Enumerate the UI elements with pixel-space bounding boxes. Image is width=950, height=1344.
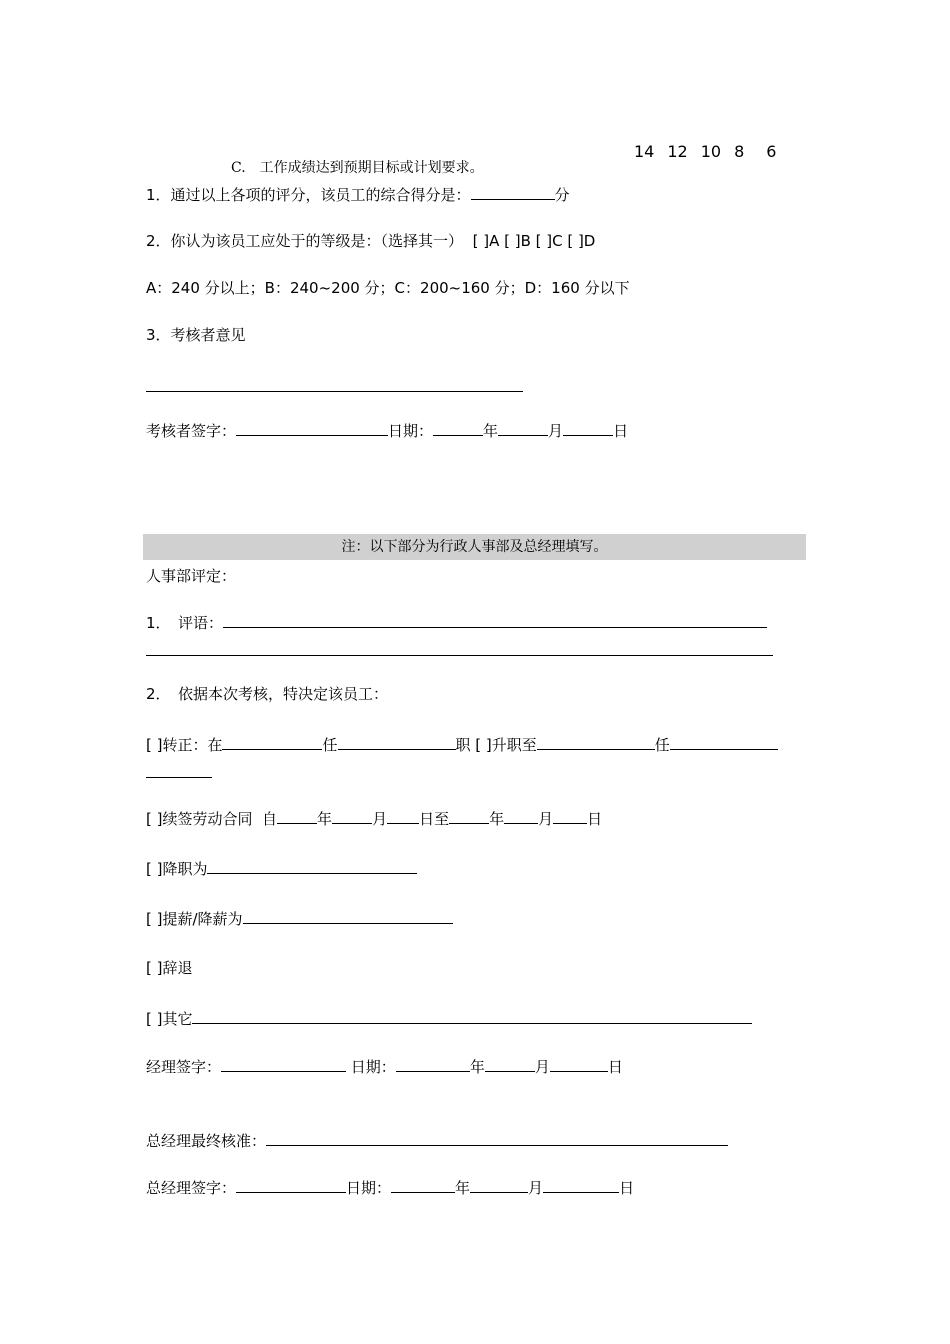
reviewer-sign-field[interactable] bbox=[236, 420, 388, 436]
promote-checkbox-label[interactable]: [ ]升职至 bbox=[475, 736, 537, 754]
gm-sign-line bbox=[146, 1177, 634, 1198]
year-field[interactable] bbox=[396, 1056, 470, 1072]
salary-checkbox-label[interactable]: [ ]提薪/降薪为 bbox=[146, 910, 243, 928]
score-value: 10 bbox=[700, 142, 722, 161]
manager-sign-line bbox=[146, 1056, 623, 1077]
score-value: 8 bbox=[734, 142, 745, 161]
date-label: 日期： bbox=[346, 1179, 392, 1197]
renew-start-month[interactable] bbox=[332, 808, 372, 824]
grade-ranges: A：240 分以上；B：240~200 分；C：200~160 分；D：160 分以下 bbox=[146, 279, 630, 297]
q1-text: 1．通过以上各项的评分，该员工的综合得分是： bbox=[146, 186, 471, 204]
month-label: 月 bbox=[528, 1179, 544, 1197]
day-label: 日 bbox=[587, 810, 603, 828]
reviewer-opinion-field[interactable] bbox=[146, 391, 523, 392]
hr-comment-line bbox=[146, 612, 767, 633]
note-banner: 注：以下部分为行政人事部及总经理填写。 bbox=[143, 534, 806, 560]
day-field[interactable] bbox=[550, 1056, 608, 1072]
gm-approve-field[interactable] bbox=[266, 1130, 728, 1146]
grade-options[interactable]: [ ]A [ ]B [ ]C [ ]D bbox=[472, 232, 596, 250]
day-field[interactable] bbox=[563, 420, 613, 436]
month-field[interactable] bbox=[470, 1177, 528, 1193]
gm-sign-label: 总经理签字： bbox=[146, 1179, 237, 1197]
year-label: 年 bbox=[469, 1058, 485, 1076]
zhi-label: 职 bbox=[455, 736, 471, 754]
reviewer-sign-line bbox=[146, 420, 628, 441]
renew-start-day[interactable] bbox=[387, 808, 419, 824]
renew-checkbox-label[interactable]: [ ]续签劳动合同 bbox=[146, 810, 253, 828]
day-label: 日 bbox=[607, 1058, 623, 1076]
year-label: 年 bbox=[489, 810, 505, 828]
date-label: 日期： bbox=[388, 422, 434, 440]
other-field[interactable] bbox=[192, 1008, 752, 1024]
ren-label: 任 bbox=[654, 736, 670, 754]
q2-line bbox=[146, 231, 595, 251]
manager-sign-field[interactable] bbox=[221, 1056, 346, 1072]
month-field[interactable] bbox=[485, 1056, 535, 1072]
other-checkbox-label[interactable]: [ ]其它 bbox=[146, 1010, 193, 1028]
from-label: 自 bbox=[262, 810, 278, 828]
total-score-field[interactable] bbox=[471, 184, 555, 200]
q3-label: 3．考核者意见 bbox=[146, 326, 246, 344]
renew-line bbox=[146, 808, 602, 829]
year-label: 年 bbox=[317, 810, 333, 828]
score-value: 12 bbox=[667, 142, 688, 161]
score-value: 6 bbox=[766, 142, 777, 161]
salary-line bbox=[146, 908, 453, 929]
day-label: 日 bbox=[619, 1179, 635, 1197]
year-field[interactable] bbox=[433, 420, 483, 436]
year-field[interactable] bbox=[391, 1177, 455, 1193]
hr-comment-field[interactable] bbox=[223, 612, 767, 628]
year-label: 年 bbox=[455, 1179, 471, 1197]
gm-approve-line bbox=[146, 1130, 728, 1151]
salary-field[interactable] bbox=[243, 908, 453, 924]
gm-approve-label: 总经理最终核准： bbox=[146, 1132, 267, 1150]
q1-unit: 分 bbox=[554, 186, 570, 204]
ren-label: 任 bbox=[322, 736, 338, 754]
regularize-line bbox=[146, 734, 778, 755]
regularize-dept-field[interactable] bbox=[222, 734, 322, 750]
demote-line bbox=[146, 858, 417, 879]
month-label: 月 bbox=[372, 810, 388, 828]
promote-position-field-cont[interactable] bbox=[146, 777, 212, 778]
month-label: 月 bbox=[548, 422, 564, 440]
demote-field[interactable] bbox=[207, 858, 417, 874]
gm-sign-field[interactable] bbox=[236, 1177, 346, 1193]
day-to-label: 日至 bbox=[419, 810, 450, 828]
year-label: 年 bbox=[483, 422, 499, 440]
other-line bbox=[146, 1008, 752, 1029]
date-label: 日期： bbox=[350, 1058, 396, 1076]
score-header bbox=[634, 142, 789, 162]
renew-end-month[interactable] bbox=[504, 808, 538, 824]
hr-comment-label: 1． 评语： bbox=[146, 614, 224, 632]
demote-checkbox-label[interactable]: [ ]降职为 bbox=[146, 860, 208, 878]
regularize-position-field[interactable] bbox=[338, 734, 456, 750]
hr-decision-label: 2． 依据本次考核，特决定该员工： bbox=[146, 685, 389, 703]
promote-position-field[interactable] bbox=[670, 734, 778, 750]
renew-end-year[interactable] bbox=[449, 808, 489, 824]
promote-dept-field[interactable] bbox=[537, 734, 655, 750]
renew-start-year[interactable] bbox=[277, 808, 317, 824]
dismiss-checkbox-label[interactable]: [ ]辞退 bbox=[146, 959, 193, 977]
reviewer-sign-label: 考核者签字： bbox=[146, 422, 237, 440]
day-field[interactable] bbox=[543, 1177, 619, 1193]
score-value: 14 bbox=[634, 142, 655, 161]
month-field[interactable] bbox=[498, 420, 548, 436]
criterion-c: C. 工作成绩达到预期目标或计划要求。 bbox=[231, 160, 484, 176]
month-label: 月 bbox=[534, 1058, 550, 1076]
month-label: 月 bbox=[538, 810, 554, 828]
hr-eval-heading: 人事部评定： bbox=[146, 567, 237, 585]
regularize-checkbox-label[interactable]: [ ]转正：在 bbox=[146, 736, 223, 754]
manager-sign-label: 经理签字： bbox=[146, 1058, 222, 1076]
hr-comment-field-line2[interactable] bbox=[146, 655, 773, 656]
day-label: 日 bbox=[613, 422, 629, 440]
q2-text: 2．你认为该员工应处于的等级是：（选择其一） bbox=[146, 232, 464, 250]
q1-line bbox=[146, 184, 570, 205]
renew-end-day[interactable] bbox=[553, 808, 587, 824]
